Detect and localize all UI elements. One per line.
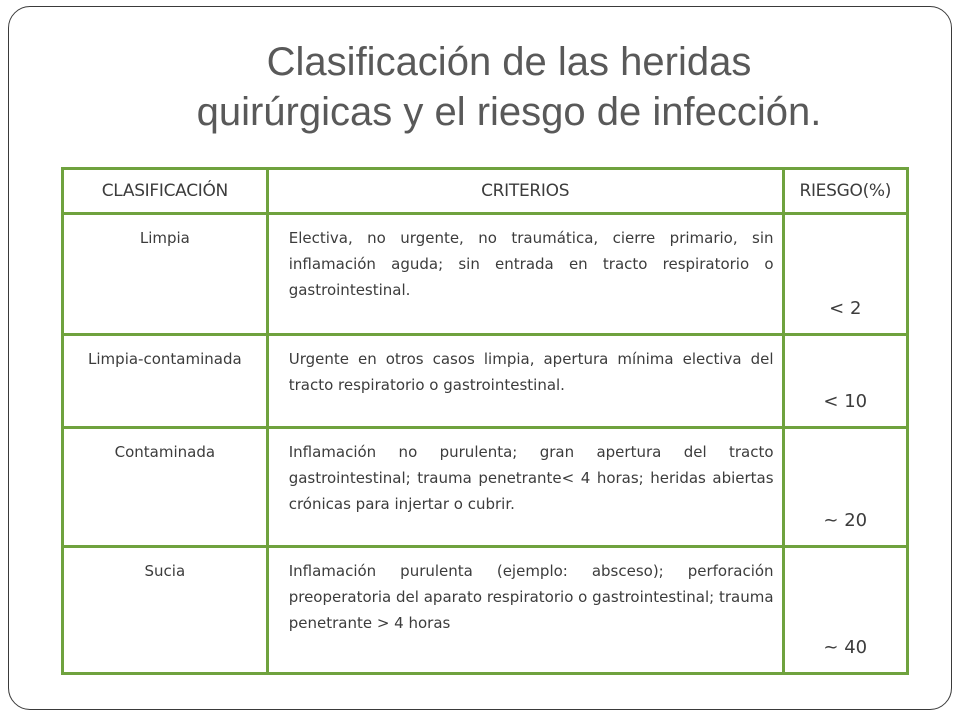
cell-riesgo: < 10: [783, 335, 907, 428]
classification-table: [61, 167, 909, 675]
header-clasificacion: CLASIFICACIÓN: [63, 169, 268, 214]
slide-title: [109, 37, 909, 137]
cell-clasificacion: Limpia: [63, 214, 268, 335]
cell-clasificacion: Limpia-contaminada: [63, 335, 268, 428]
table-row: [63, 214, 908, 335]
slide-title-line-2: quirúrgicas y el riesgo de infección.: [196, 90, 822, 134]
cell-clasificacion: Contaminada: [63, 428, 268, 547]
header-criterios: CRITERIOS: [267, 169, 783, 214]
cell-criterios: Electiva, no urgente, no traumática, cierre primario, sin inflamación aguda; sin entrada en tracto respiratorio o gastrointestinal.: [267, 214, 783, 335]
classification-table-container: [61, 167, 909, 658]
table-row: [63, 428, 908, 547]
table-row: [63, 547, 908, 674]
cell-riesgo: ~ 20: [783, 428, 907, 547]
cell-clasificacion: Sucia: [63, 547, 268, 674]
cell-criterios: Inflamación purulenta (ejemplo: absceso); perforación preoperatoria del aparato respiratorio o gastrointestinal; trauma penetrante > 4 horas: [267, 547, 783, 674]
cell-riesgo: ~ 40: [783, 547, 907, 674]
table-header-row: [63, 169, 908, 214]
cell-riesgo: < 2: [783, 214, 907, 335]
header-riesgo: RIESGO(%): [783, 169, 907, 214]
slide-title-line-1: Clasificación de las heridas: [266, 40, 752, 84]
table-row: [63, 335, 908, 428]
cell-criterios: Urgente en otros casos limpia, apertura mínima electiva del tracto respiratorio o gastrointestinal.: [267, 335, 783, 428]
cell-criterios: Inflamación no purulenta; gran apertura del tracto gastrointestinal; trauma penetrante< 4 horas; heridas abiertas crónicas para injertar o cubrir.: [267, 428, 783, 547]
